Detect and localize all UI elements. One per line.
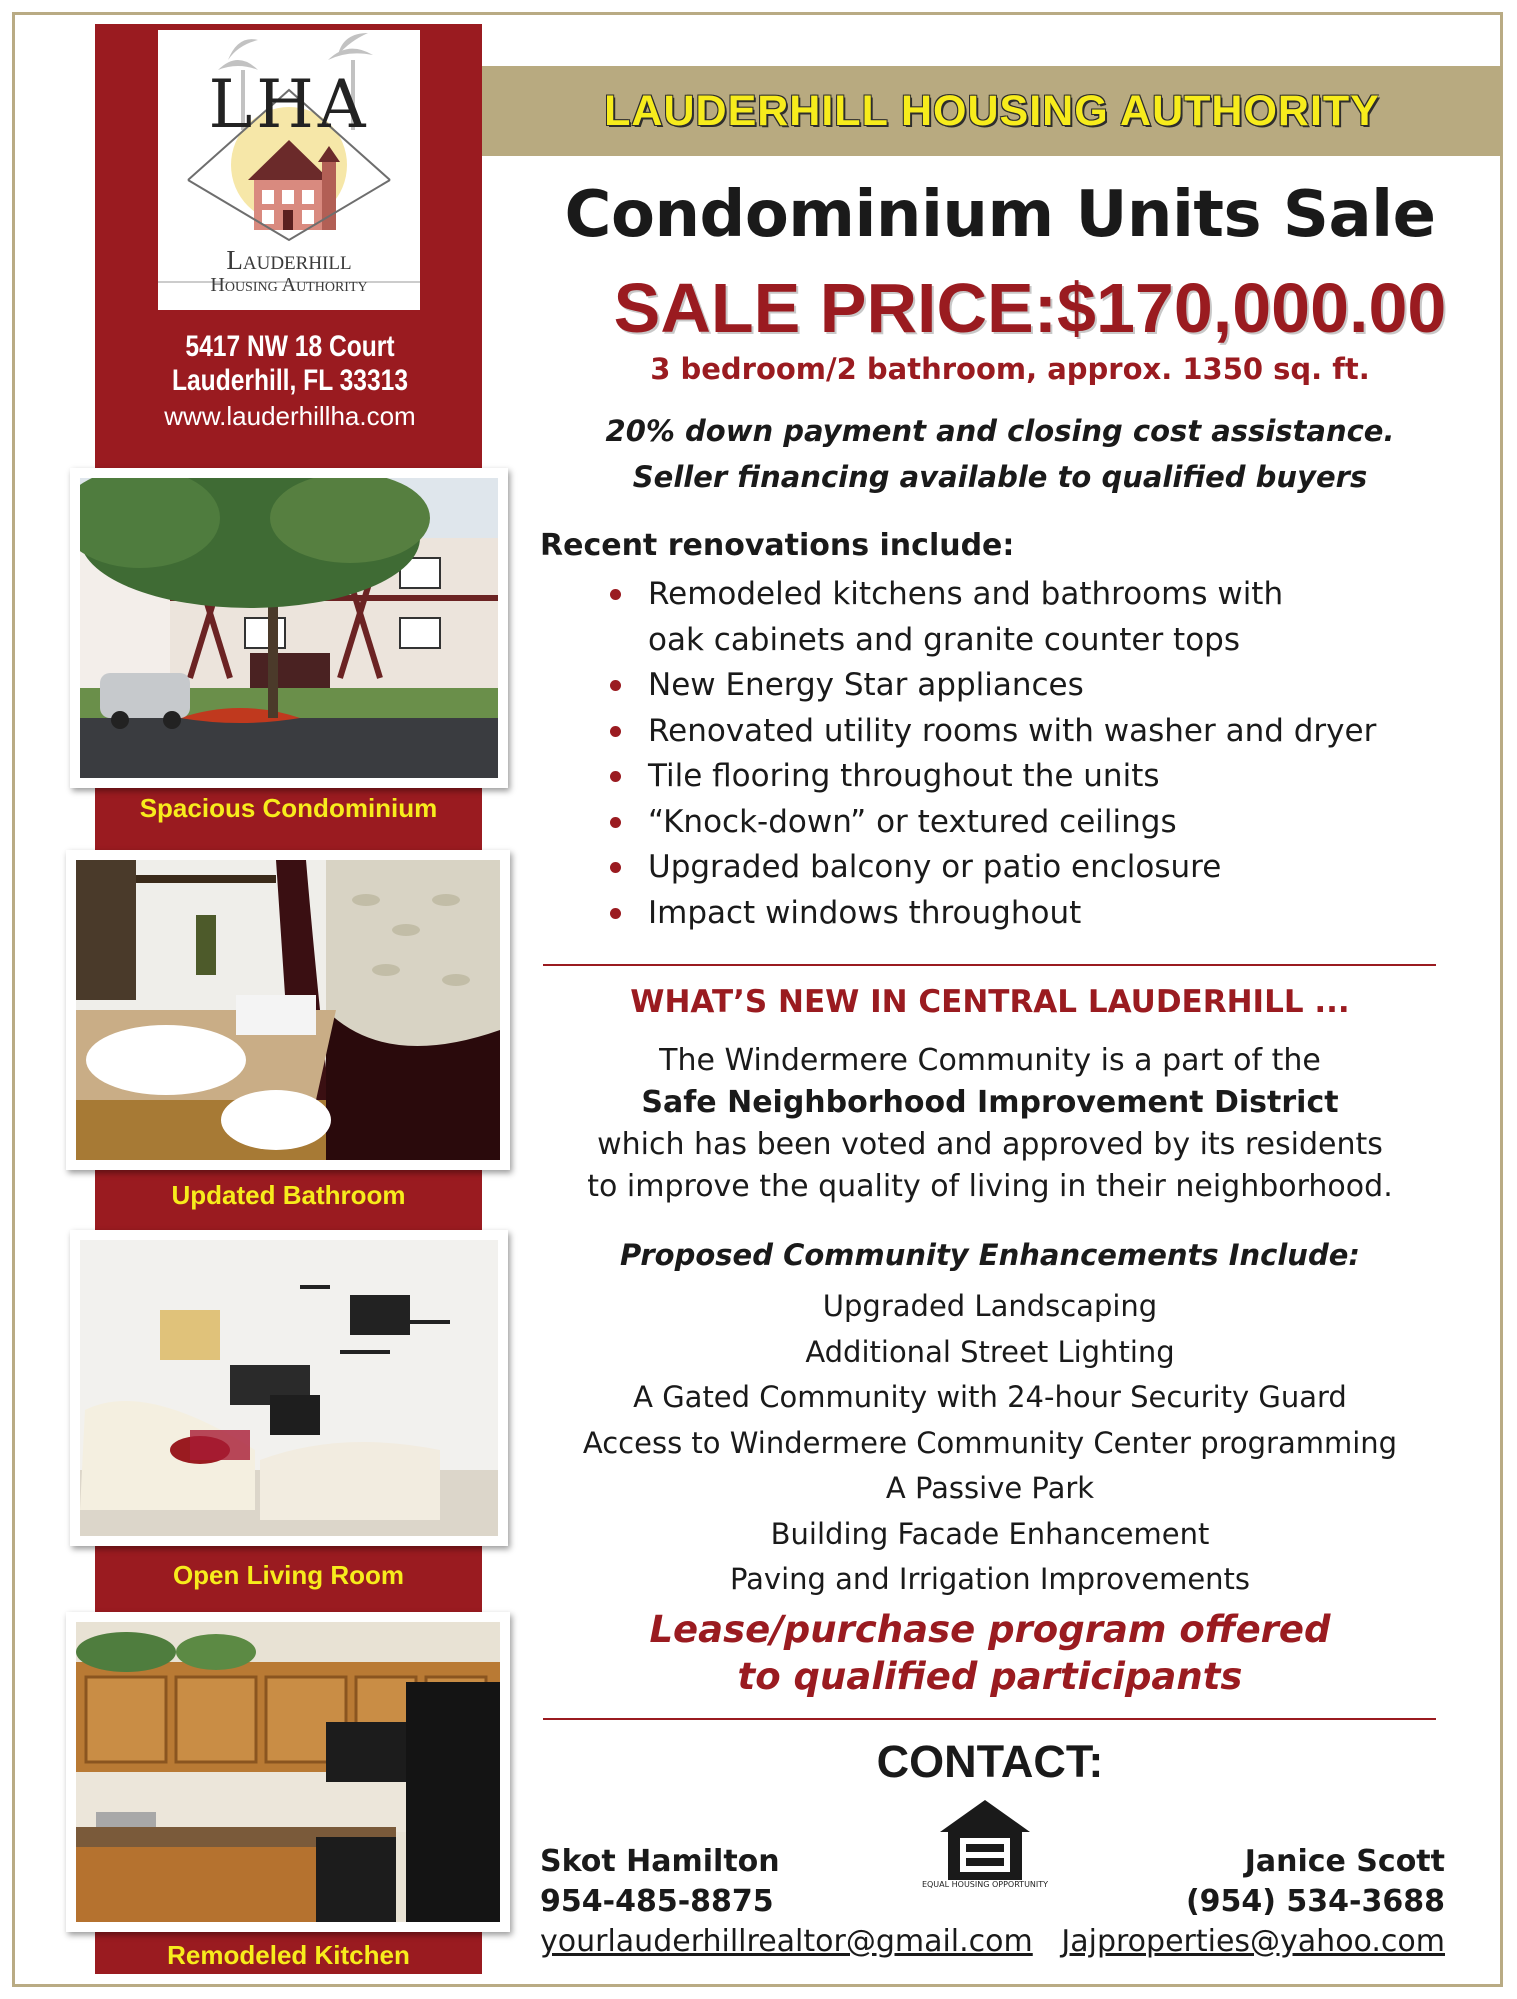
community-line: to improve the quality of living in their neighborhood. <box>587 1169 1393 1204</box>
contact-email-link[interactable]: yourlauderhillrealtor@gmail.com <box>540 1924 1033 1959</box>
renovations-heading: Recent renovations include: <box>540 528 1015 563</box>
bullet-icon <box>610 908 621 919</box>
list-item: Renovated utility rooms with washer and dryer <box>610 709 1376 755</box>
divider <box>543 1718 1436 1720</box>
list-item: “Knock-down” or textured ceilings <box>610 800 1376 846</box>
contact-card-right <box>1061 1842 1445 1962</box>
lha-logo <box>158 30 420 310</box>
list-item: Remodeled kitchens and bathrooms with oak cabinets and granite counter tops <box>610 572 1376 663</box>
contact-heading: CONTACT: <box>876 1736 1104 1787</box>
condominium-building-photo <box>70 468 508 788</box>
community-line: The Windermere Community is a part of the <box>659 1043 1321 1078</box>
photo-caption: Remodeled Kitchen <box>167 1940 410 1970</box>
bullet-icon <box>610 589 621 600</box>
logo-letters: LHA <box>208 66 370 143</box>
renovations-list <box>610 572 1376 936</box>
financing-info <box>530 408 1470 500</box>
bullet-icon <box>610 817 621 828</box>
contact-name: Janice Scott <box>1244 1844 1445 1879</box>
contact-phone[interactable]: (954) 534-3688 <box>1185 1884 1445 1919</box>
list-item: Impact windows throughout <box>610 891 1376 937</box>
list-item: Additional Street Lighting <box>805 1334 1175 1369</box>
financing-line: Seller financing available to qualified buyers <box>632 460 1368 494</box>
contact-email-link[interactable]: Jajproperties@yahoo.com <box>1061 1924 1445 1959</box>
photo-caption: Open Living Room <box>172 1560 405 1590</box>
list-item: New Energy Star appliances <box>610 663 1376 709</box>
photo-caption: Updated Bathroom <box>171 1180 406 1210</box>
contact-card-left <box>540 1842 1033 1962</box>
list-item: A Passive Park <box>885 1471 1095 1505</box>
photo-caption: Spacious Condominium <box>139 793 438 823</box>
lease-line: to qualified participants <box>737 1655 1243 1698</box>
website-link[interactable]: www.lauderhillha.com <box>164 401 416 431</box>
unit-specs: 3 bedroom/2 bathroom, approx. 1350 sq. ft. <box>650 352 1370 386</box>
list-item: A Gated Community with 24-hour Security Guard <box>633 1380 1347 1414</box>
list-item: Paving and Irrigation Improvements <box>729 1562 1251 1596</box>
living-room-photo <box>70 1230 508 1546</box>
bullet-icon <box>610 771 621 782</box>
equal-housing-label: EQUAL HOUSING OPPORTUNITY <box>921 1880 1049 1889</box>
list-item: Upgraded balcony or patio enclosure <box>610 845 1376 891</box>
lease-purchase-offer <box>520 1606 1460 1700</box>
logo-name: Lauderhill <box>226 245 352 275</box>
enhancements-list <box>520 1284 1460 1603</box>
bullet-icon <box>610 862 621 873</box>
contact-name: Skot Hamilton <box>540 1844 780 1879</box>
logo-subtitle: Housing Authority <box>210 274 368 296</box>
list-item: Tile flooring throughout the units <box>610 754 1376 800</box>
community-line: which has been voted and approved by its residents <box>597 1127 1383 1162</box>
list-item: Building Facade Enhancement <box>770 1516 1210 1551</box>
lease-line: Lease/purchase program offered <box>649 1608 1331 1651</box>
enhancements-heading: Proposed Community Enhancements Include: <box>620 1238 1360 1272</box>
sale-price: SALE PRICE:$170,000.00 <box>613 269 1447 347</box>
list-item: Access to Windermere Community Center programming <box>582 1425 1398 1460</box>
address-block <box>110 330 470 434</box>
address-city: Lauderhill, FL 33313 <box>171 364 409 397</box>
community-description <box>520 1040 1460 1208</box>
page-title: Condominium Units Sale <box>564 178 1436 252</box>
whats-new-heading: WHAT’S NEW IN CENTRAL LAUDERHILL ... <box>630 984 1350 1020</box>
kitchen-photo <box>66 1612 510 1932</box>
bullet-icon <box>610 726 621 737</box>
list-item: Upgraded Landscaping <box>822 1289 1158 1323</box>
address-street: 5417 NW 18 Court <box>185 330 395 363</box>
bathroom-photo <box>66 850 510 1170</box>
organization-title: LAUDERHILL HOUSING AUTHORITY <box>604 86 1380 135</box>
financing-line: 20% down payment and closing cost assistance. <box>605 414 1395 448</box>
bullet-icon <box>610 680 621 691</box>
community-district: Safe Neighborhood Improvement District <box>641 1085 1339 1120</box>
contact-phone[interactable]: 954-485-8875 <box>540 1884 774 1919</box>
divider <box>543 964 1436 966</box>
